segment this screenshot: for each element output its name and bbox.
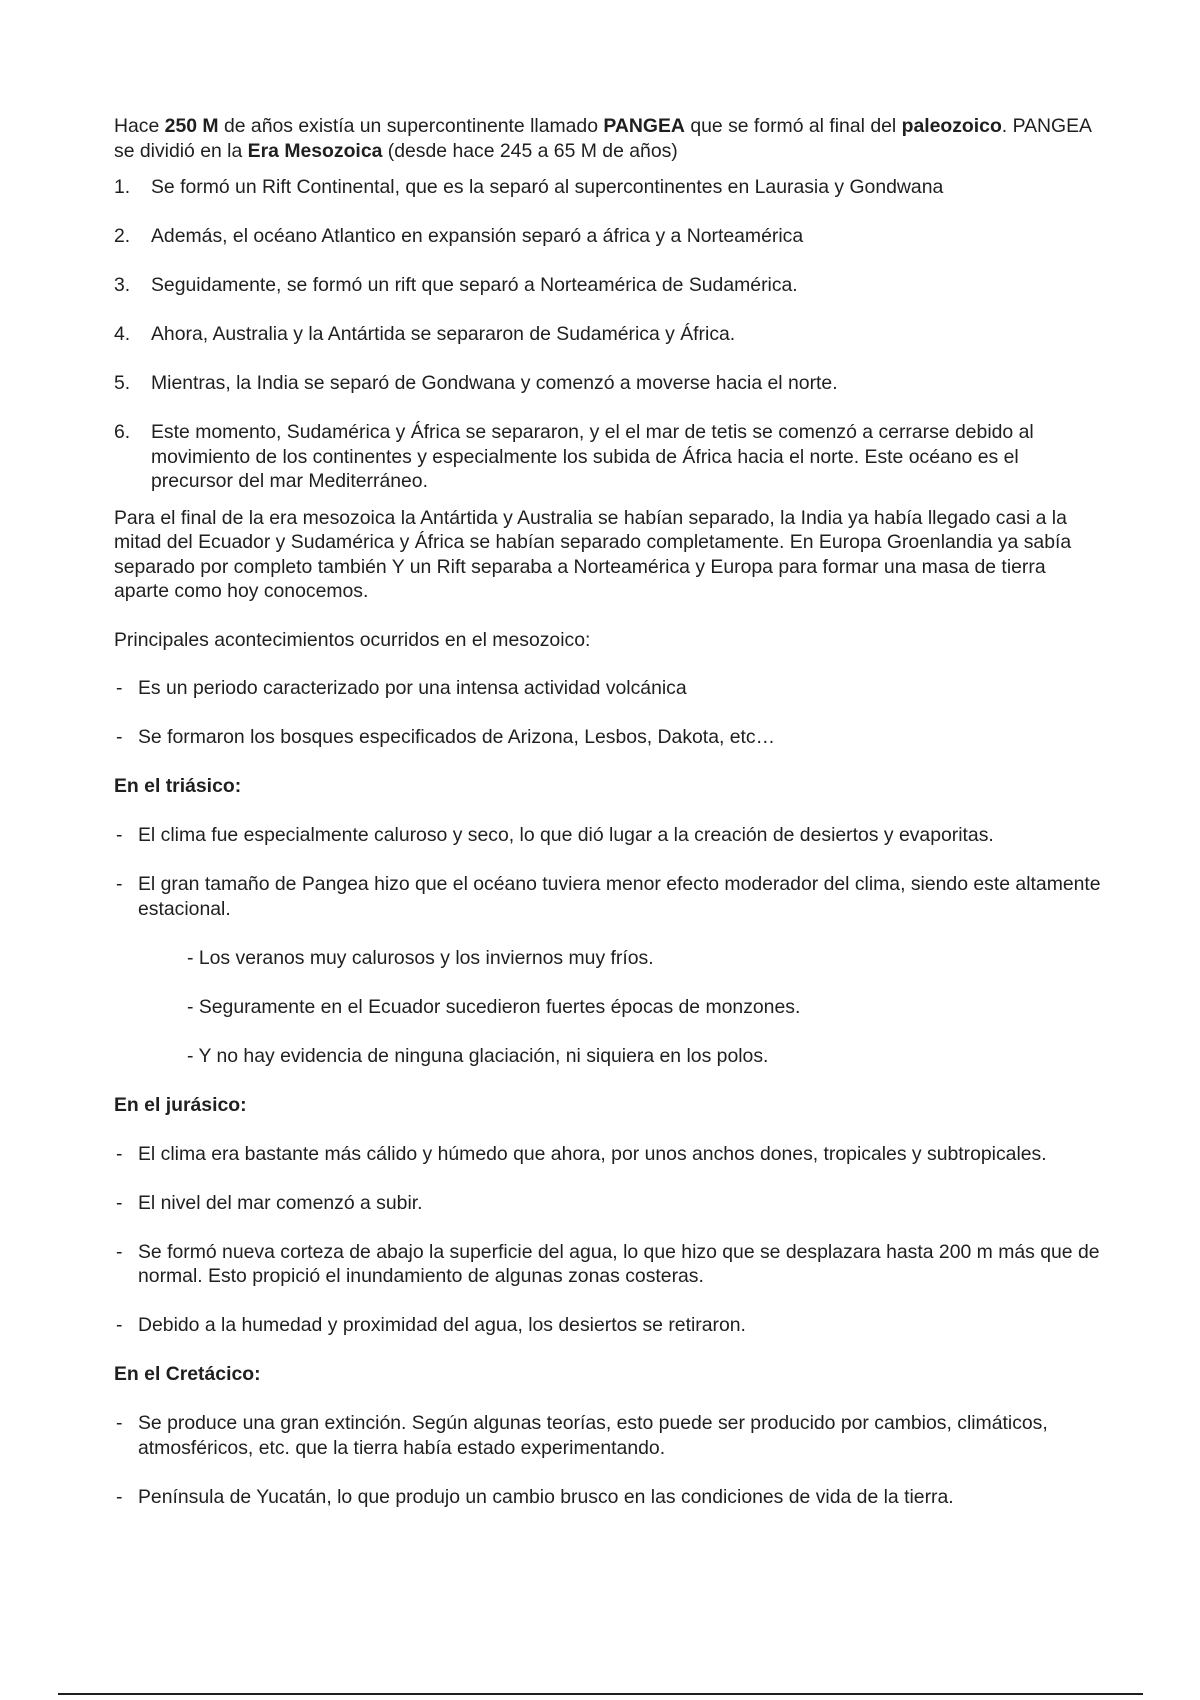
section-heading-jurasico: En el jurásico:	[114, 1093, 247, 1116]
dash-bullet: -	[116, 1191, 123, 1214]
step-item	[114, 224, 1104, 249]
list-item-text: El gran tamaño de Pangea hizo que el océano tuviera menor efecto moderador del clima, siendo este altamente estacional.	[138, 873, 1101, 920]
list-item-text: Debido a la humedad y proximidad del agua, los desiertos se retiraron.	[138, 1314, 746, 1336]
dash-bullet: -	[116, 1314, 123, 1336]
dash-bullet: -	[116, 677, 123, 699]
list-item-text: El clima era bastante más cálido y húmedo que ahora, por unos anchos dones, tropicales y subtropicales.	[138, 1142, 1047, 1165]
list-item	[114, 823, 1104, 848]
sub-list-item: - Y no hay evidencia de ninguna glaciación, ni siquiera en los polos.	[187, 1044, 769, 1067]
list-item-text: El nivel del mar comenzó a subir.	[138, 1191, 423, 1214]
triasico-list	[114, 823, 1104, 921]
list-item	[114, 1411, 1104, 1460]
intro-text-3: que se formó al final del	[684, 115, 902, 137]
intro-bold-pangea: PANGEA	[603, 115, 685, 137]
step-item	[114, 420, 1104, 494]
list-item-text: Es un periodo caracterizado por una intensa actividad volcánica	[138, 677, 687, 699]
dash-bullet: -	[116, 1142, 123, 1165]
step-text: Este momento, Sudamérica y África se separaron, y el el mar de tetis se comenzó a cerrarse debido al movimiento de los continentes y especialmente los subida de África hacia el norte. Este océano es el precursor del mar Mediterráneo.	[151, 421, 1034, 492]
section-heading-cretacico: En el Cretácico:	[114, 1363, 261, 1385]
step-number: 5.	[114, 372, 131, 394]
list-item-text: Se formó nueva corteza de abajo la superficie del agua, lo que hizo que se desplazara hasta 200 m más que de normal. Esto propició el inundamiento de algunas zonas costeras.	[138, 1240, 1100, 1287]
step-text: Se formó un Rift Continental, que es la separó al supercontinentes en Laurasia y Gondwana	[151, 176, 944, 198]
jurasico-list	[114, 1142, 1104, 1338]
step-item	[114, 175, 1104, 200]
intro-text-5: (desde hace 245 a 65 M de años)	[382, 139, 678, 162]
events-heading: Principales acontecimientos ocurridos en el mesozoico:	[114, 628, 591, 651]
step-text: Mientras, la India se separó de Gondwana y comenzó a moverse hacia el norte.	[151, 372, 838, 394]
intro-text-2: de años existía un supercontinente llamado	[218, 115, 604, 137]
step-number: 2.	[114, 225, 131, 247]
step-item	[114, 371, 1104, 396]
step-text: Además, el océano Atlantico en expansión separó a áfrica y a Norteamérica	[151, 225, 804, 247]
summary-paragraph: Para el final de la era mesozoica la Antártida y Australia se habían separado, la India ya había llegado casi a la mitad del Ecuador y Sudamérica y África se habían separado completamente. En Europa Groenlandia ya sabía separado por completo también Y un Rift separaba a Norteamérica y Europa para formar una masa de tierra aparte como hoy conocemos.	[114, 506, 1072, 602]
intro-text-4: . PANGEA se dividió en la	[114, 115, 1091, 162]
dash-bullet: -	[116, 1240, 123, 1263]
list-item	[114, 676, 1104, 701]
sub-list-item: - Los veranos muy calurosos y los inviernos muy fríos.	[187, 946, 654, 969]
list-item-text: Se formaron los bosques especificados de Arizona, Lesbos, Dakota, etc…	[138, 726, 776, 748]
sub-list-item: - Seguramente en el Ecuador sucedieron fuertes épocas de monzones.	[187, 995, 801, 1018]
intro-bold-250m: 250 M	[164, 115, 219, 137]
step-number: 6.	[114, 421, 131, 443]
list-item-text: Península de Yucatán, lo que produjo un cambio brusco en las condiciones de vida de la tierra.	[138, 1485, 954, 1508]
list-item-text: El clima fue especialmente caluroso y seco, lo que dió lugar a la creación de desiertos y evaporitas.	[138, 824, 994, 846]
dash-bullet: -	[116, 1485, 123, 1508]
cretacico-list	[114, 1411, 1104, 1509]
step-item	[114, 273, 1104, 298]
step-text: Seguidamente, se formó un rift que separó a Norteamérica de Sudamérica.	[151, 274, 798, 296]
list-item	[114, 1485, 1104, 1510]
step-item	[114, 322, 1104, 347]
list-item	[114, 1142, 1104, 1167]
page-bottom-divider	[58, 1693, 1143, 1695]
document-page	[114, 114, 1104, 1534]
list-item	[114, 1191, 1104, 1216]
list-item	[114, 872, 1104, 921]
step-number: 3.	[114, 274, 131, 296]
dash-bullet: -	[116, 1412, 123, 1434]
list-item	[114, 725, 1104, 750]
intro-text-1: Hace	[114, 115, 165, 137]
step-number: 1.	[114, 176, 131, 198]
list-item-text: Se produce una gran extinción. Según algunas teorías, esto puede ser producido por cambios, climáticos, atmosféricos, etc. que la tierra había estado experimentando.	[138, 1412, 1048, 1459]
dash-bullet: -	[116, 726, 123, 748]
section-heading-triasico: En el triásico:	[114, 775, 242, 797]
dash-bullet: -	[116, 824, 123, 846]
list-item	[114, 1240, 1104, 1289]
pangea-steps-list	[114, 175, 1104, 494]
step-text: Ahora, Australia y la Antártida se separaron de Sudamérica y África.	[151, 323, 736, 345]
intro-bold-paleozoico: paleozoico	[901, 115, 1002, 137]
triasico-sublist	[114, 946, 1104, 1069]
dash-bullet: -	[116, 873, 123, 895]
step-number: 4.	[114, 323, 131, 345]
intro-paragraph	[114, 114, 1104, 163]
list-item	[114, 1313, 1104, 1338]
intro-bold-era-mesozoica: Era Mesozoica	[247, 139, 383, 162]
events-list	[114, 676, 1104, 750]
